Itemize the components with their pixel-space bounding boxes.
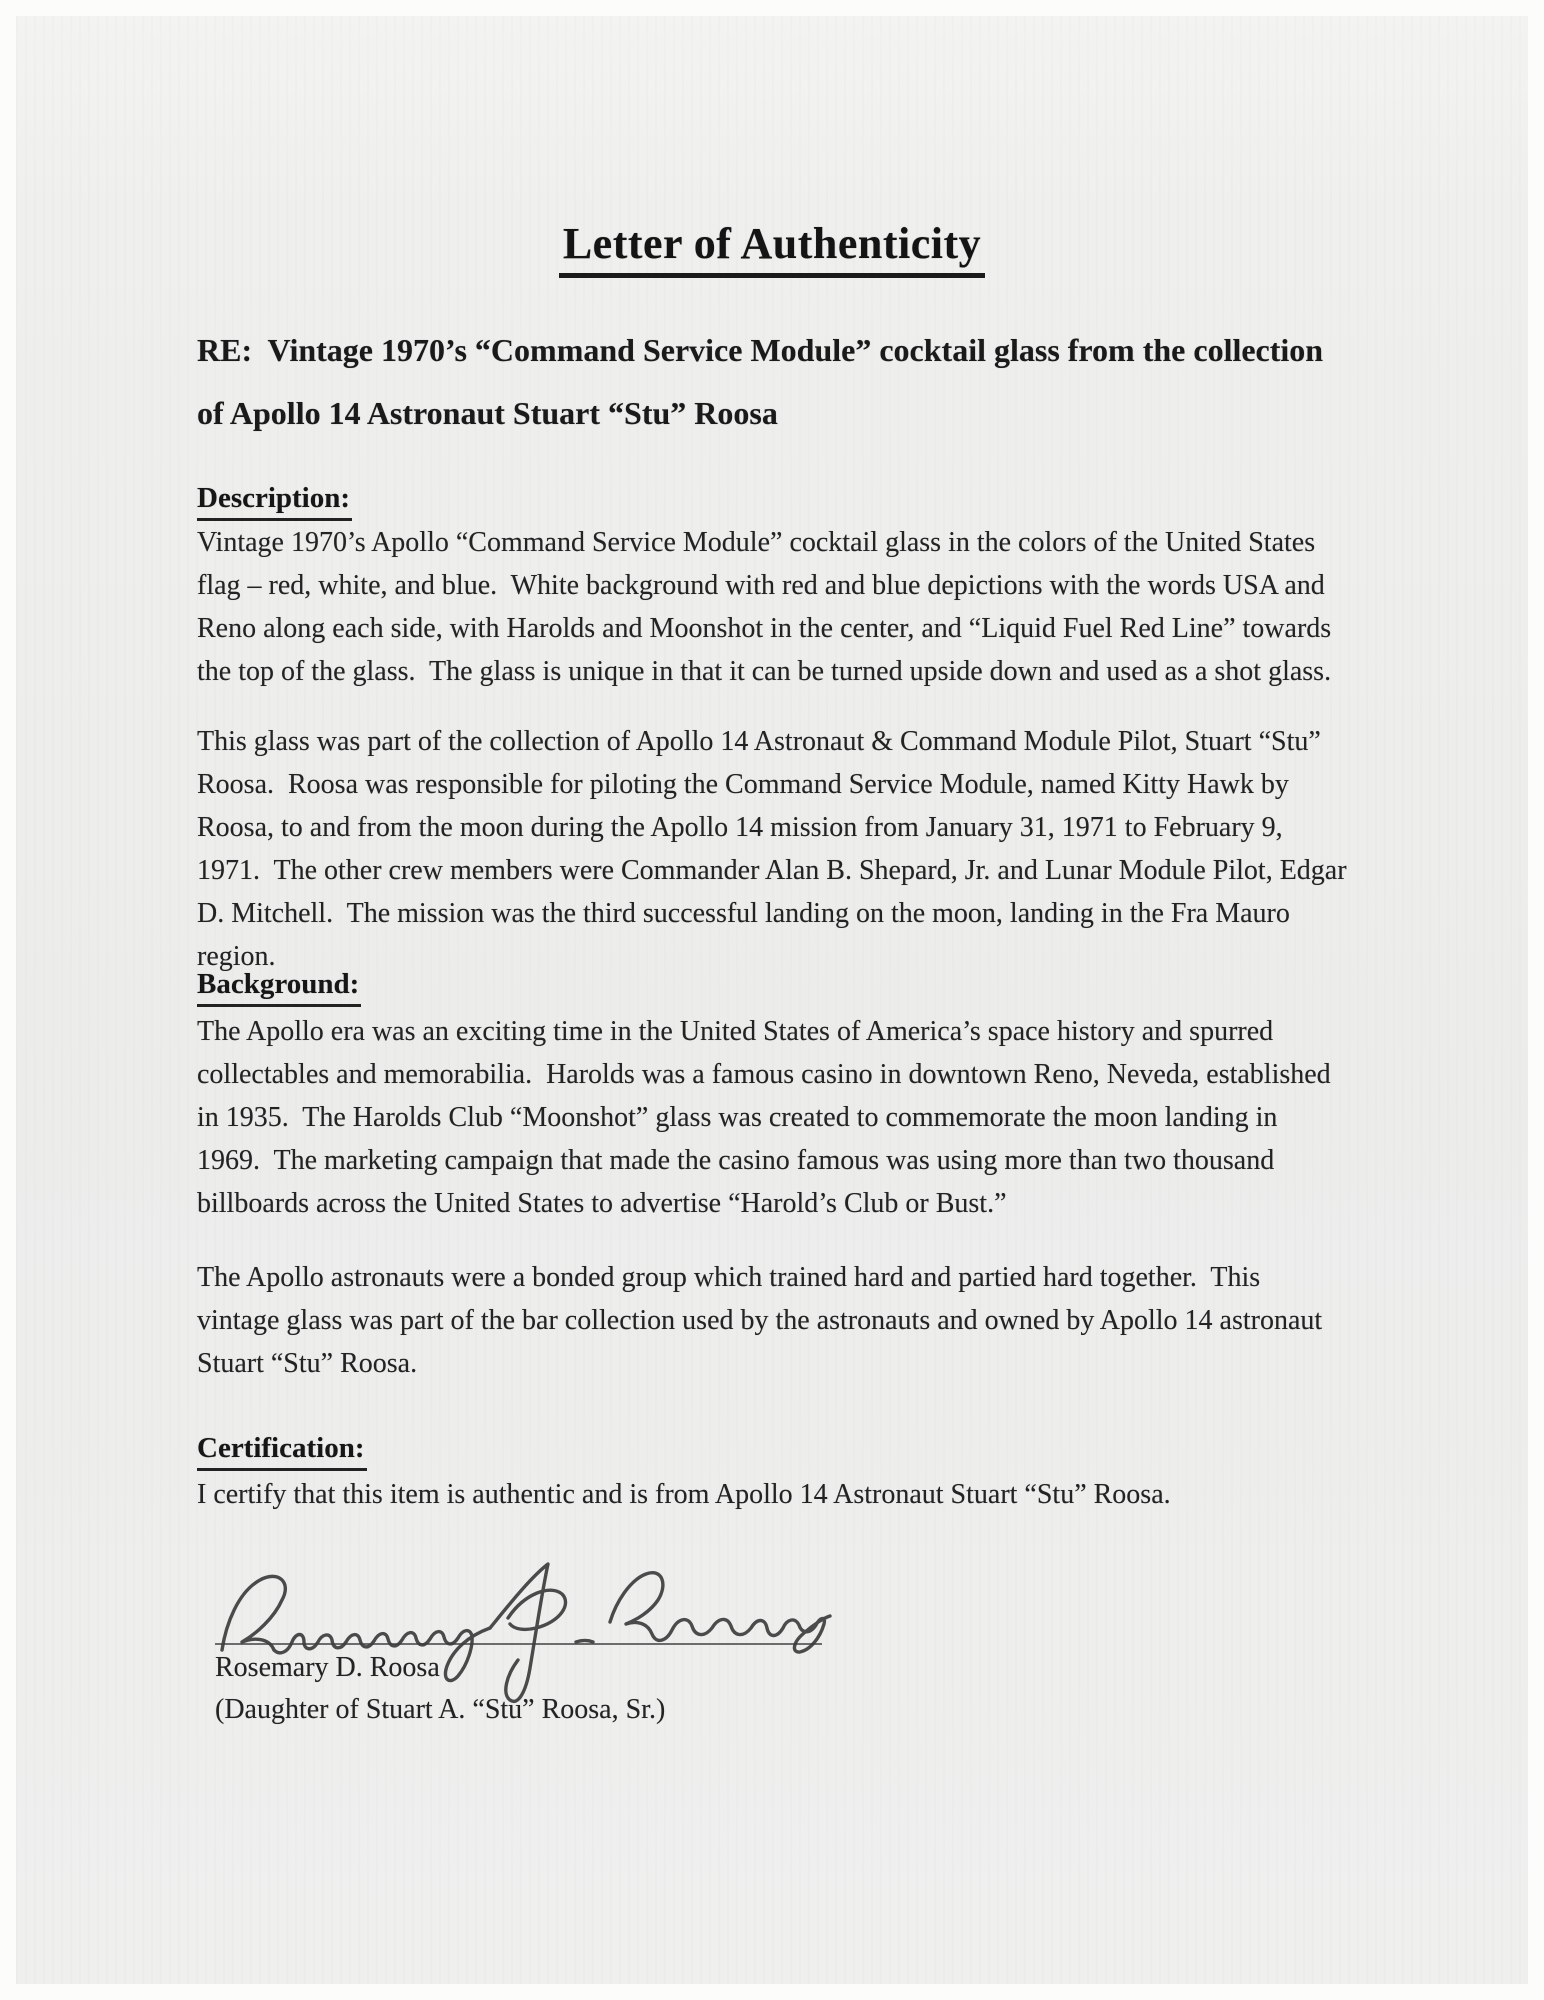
subject-line: RE: Vintage 1970’s “Command Service Module” cocktail glass from the collection of Apollo 14 Astronaut Stuart “Stu” Roosa [197, 332, 1332, 431]
description-paragraph-2: This glass was part of the collection of Apollo 14 Astronaut & Command Module Pilot, Stuart “Stu” Roosa. Roosa was responsible for piloting the Command Service Module, named Kitty Hawk by Roosa, to and from the moon during the Apollo 14 mission from January 31, 1971 to February 9, 1971. The other crew members were Commander Alan B. Shepard, Jr. and Lunar Module Pilot, Edgar D. Mitchell. The mission was the third successful landing on the moon, landing in the Fra Mauro region. [197, 726, 1354, 972]
description-heading: Description: [197, 480, 352, 521]
background-heading: Background: [197, 966, 361, 1007]
signer-relation: (Daughter of Stuart A. “Stu” Roosa, Sr.) [215, 1694, 666, 1725]
page-title: Letter of Authenticity [559, 218, 985, 278]
title-row [16, 218, 1528, 278]
description-paragraph-1: Vintage 1970’s Apollo “Command Service Module” cocktail glass in the colors of the United States flag – red, white, and blue. White background with red and blue depictions with the words USA and Reno along each side, with Harolds and Moonshot in the center, and “Liquid Fuel Red Line” towards the top of the glass. The glass is unique in that it can be turned upside down and used as a shot glass. [197, 527, 1339, 687]
certification-statement: I certify that this item is authentic and is from Apollo 14 Astronaut Stuart “Stu” Roosa. [197, 1479, 1171, 1510]
background-paragraph-2: The Apollo astronauts were a bonded group which trained hard and partied hard together. This vintage glass was part of the bar collection used by the astronauts and owned by Apollo 14 astronaut Stuart “Stu” Roosa. [197, 1262, 1330, 1379]
description-section-heading-row [197, 480, 1347, 521]
background-paragraph-1: The Apollo era was an exciting time in the United States of America’s space history and spurred collectables and memorabilia. Harolds was a famous casino in downtown Reno, Neveda, established in 1935. The Harolds Club “Moonshot” glass was created to commemorate the moon landing in 1969. The marketing campaign that made the casino famous was using more than two thousand billboards across the United States to advertise “Harold’s Club or Bust.” [197, 1016, 1338, 1219]
signer-name: Rosemary D. Roosa [215, 1652, 440, 1683]
certification-heading: Certification: [197, 1430, 367, 1471]
certification-section-heading-row [197, 1430, 1347, 1471]
letter-page [16, 16, 1528, 1984]
background-section-heading-row [197, 966, 1347, 1007]
